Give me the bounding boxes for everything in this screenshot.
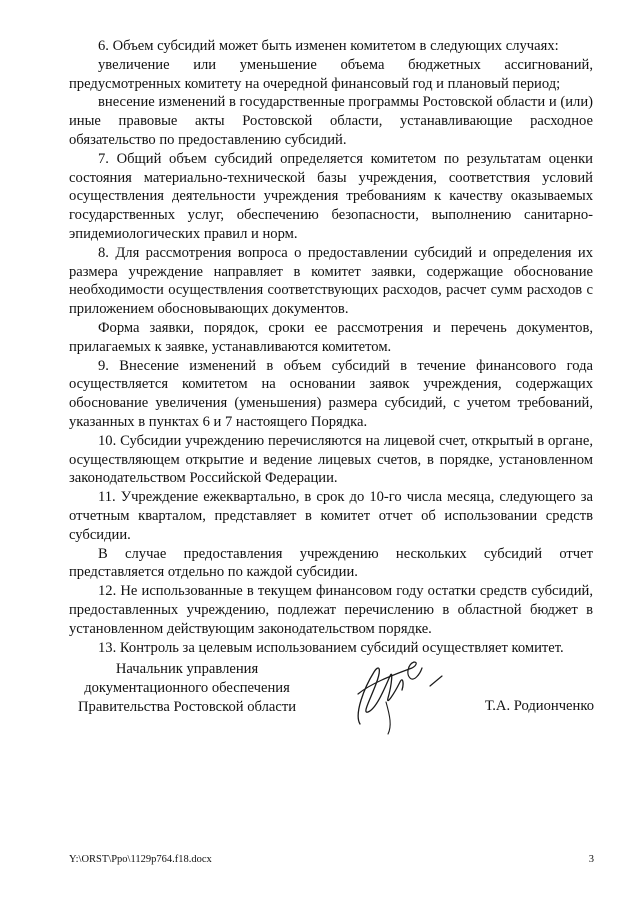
footer-file-path: Y:\ORST\Ppo\1129p764.f18.docx (69, 854, 212, 865)
paragraph-7: 7. Общий объем субсидий определяется комитетом по результатам оценки состояния материально-технической базы учреждения, соответствия условий осуществления деятельности учреждения требованиям к качеству оказываемых государственных услуг, обеспечению безопасности, выполнению санитарно-эпидемиологических правил и норм. (69, 150, 593, 242)
handwritten-signature-icon (330, 654, 450, 738)
paragraph-6-case-1: увеличение или уменьшение объема бюджетных ассигнований, предусмотренных комитету на очередной финансовый год и плановый период; (69, 56, 593, 92)
paragraph-6-case-2: внесение изменений в государственные программы Ростовской области и (или) иные правовые акты Ростовской области, устанавливающие расходное обязательство по предоставлению субсидий. (69, 94, 593, 148)
paragraph-8-form: Форма заявки, порядок, сроки ее рассмотрения и перечень документов, прилагаемых к заявке, устанавливаются комитетом. (69, 319, 593, 355)
paragraph-11: 11. Учреждение ежеквартально, в срок до 10-го числа месяца, следующего за отчетным кварталом, представляет в комитет отчет об использовании средств субсидии. (69, 489, 593, 543)
paragraph-13: 13. Контроль за целевым использованием субсидий осуществляет комитет. (98, 639, 564, 656)
page-number: 3 (588, 854, 594, 865)
paragraph-6: 6. Объем субсидий может быть изменен комитетом в следующих случаях: (98, 38, 559, 54)
paragraph-8: 8. Для рассмотрения вопроса о предоставлении субсидий и определения их размера учреждение направляет в комитет заявки, содержащие обоснование необходимости осуществления соответствующих расходов, расчет сумм расходов с приложением обосновывающих документов. (69, 244, 593, 318)
paragraph-9: 9. Внесение изменений в объем субсидий в течение финансового года осуществляется комитетом на основании заявок учреждения, содержащих обоснование увеличения (уменьшения) размера субсидий, с учетом требований, указанных в пунктах 6 и 7 настоящего Порядка. (69, 357, 593, 430)
signatory-name: Т.А. Родионченко (484, 698, 594, 714)
paragraph-10: 10. Субсидии учреждению перечисляются на лицевой счет, открытый в органе, осуществляющем открытие и ведение лицевых счетов, в порядке, установленном законодательством Российской Федерации. (69, 432, 593, 487)
signatory-position-line: документационного обеспечения (84, 679, 290, 696)
paragraph-12: 12. Не использованные в текущем финансовом году остатки средств субсидий, предоставленных учреждению, подлежат перечислению в областной бюджет в установленном действующим законодательством порядке. (69, 583, 593, 637)
document-body (69, 37, 593, 657)
signature-block (64, 660, 594, 740)
paragraph-11-multiple: В случае предоставления учреждению нескольких субсидий отчет представляется отдельно по каждой субсидии. (69, 545, 593, 581)
signatory-position-line: Правительства Ростовской области (77, 698, 297, 715)
signatory-position (64, 660, 310, 716)
signatory-position-line: Начальник управления (115, 661, 259, 677)
